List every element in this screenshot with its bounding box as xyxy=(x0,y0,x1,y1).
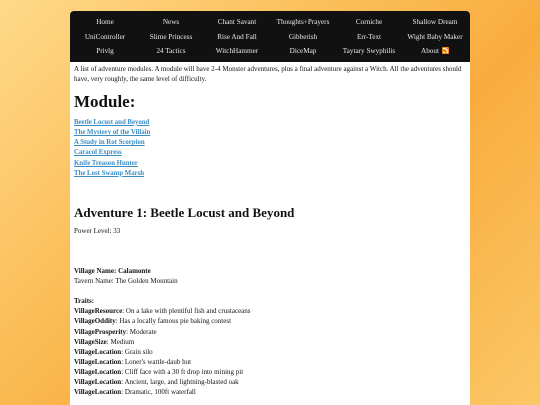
module-link-list xyxy=(74,118,466,179)
trait-label: VillageLocation xyxy=(74,388,122,397)
trait-label: VillageLocation xyxy=(74,378,122,387)
nav-link-thoughts-prayers[interactable]: Thoughts+Prayers xyxy=(276,18,330,27)
trait-label: VillageLocation xyxy=(74,347,122,356)
nav-link-dicemap[interactable]: DiceMap xyxy=(289,47,317,56)
main-content xyxy=(70,62,470,397)
nav-link-corniche[interactable]: Corniche xyxy=(355,18,383,27)
module-link-lost-swamp-marsh[interactable]: The Lost Swamp Marsh xyxy=(74,169,145,177)
module-link-study-rot-scorpion[interactable]: A Study in Rot Scorpion xyxy=(74,139,145,147)
trait-row xyxy=(74,306,466,316)
trait-value: : Grain silo xyxy=(121,347,153,356)
nav-link-slime-princess[interactable]: Slime Princess xyxy=(149,32,193,41)
trait-label: VillageResource xyxy=(74,307,123,316)
nav-link-unicontroller[interactable]: UniController xyxy=(84,32,126,41)
trait-row xyxy=(74,377,466,387)
trait-row xyxy=(74,387,466,397)
trait-value: : Medium xyxy=(106,337,135,346)
trait-value: : On a lake with plentiful fish and crustaceans xyxy=(122,307,251,316)
trait-value: : Moderate xyxy=(126,327,157,336)
nav-link-gibberish[interactable]: Gibberish xyxy=(288,32,318,41)
nav-row-2 xyxy=(72,30,468,45)
module-link-beetle-locust[interactable]: Beetle Locust and Beyond xyxy=(74,118,150,126)
nav-link-shallow-dream[interactable]: Shallow Dream xyxy=(412,18,458,27)
nav-link-taytary-swyphilis[interactable]: Taytary Swyphilis xyxy=(342,47,396,56)
traits-label xyxy=(74,296,466,306)
trait-label: VillageProsperity xyxy=(74,327,127,336)
trait-row xyxy=(74,337,466,347)
module-heading: Module: xyxy=(74,91,136,111)
nav-link-about-wrapper xyxy=(402,47,468,55)
nav-link-chant-savant[interactable]: Chant Savant xyxy=(217,18,257,27)
spacer xyxy=(74,236,466,266)
traits-label-text: Traits: xyxy=(74,297,95,306)
trait-label: VillageLocation xyxy=(74,357,122,366)
module-link-knife-treason-hunter[interactable]: Knife Treason Hunter xyxy=(74,159,138,167)
nav-link-privlg[interactable]: Privlg xyxy=(96,47,114,56)
village-name xyxy=(74,266,466,276)
rss-icon[interactable] xyxy=(442,47,449,54)
module-link-mystery-villain[interactable]: The Mystery of the Villain xyxy=(74,128,151,136)
trait-value: : Dramatic, 100ft waterfall xyxy=(121,388,196,397)
trait-row xyxy=(74,367,466,377)
nav-link-24-tactics[interactable]: 24 Tactics xyxy=(156,47,186,56)
nav-link-rise-and-fall[interactable]: Rise And Fall xyxy=(217,32,257,41)
trait-value: : Loner's wattle-daub hut xyxy=(121,357,192,366)
trait-value: : Has a locally famous pie baking contest xyxy=(115,317,232,326)
power-level: Power Level: 33 xyxy=(74,227,121,235)
trait-label: VillageLocation xyxy=(74,367,122,376)
trait-row xyxy=(74,347,466,357)
nav-link-witchhammer[interactable]: WitchHammer xyxy=(215,47,259,56)
village-name-label: Village Name: xyxy=(74,267,117,276)
top-navigation xyxy=(70,11,470,62)
nav-link-wight-baby-maker[interactable]: Wight Baby Maker xyxy=(407,32,463,41)
trait-label: VillageSize xyxy=(74,337,107,346)
trait-row xyxy=(74,327,466,337)
nav-row-3 xyxy=(72,44,468,59)
trait-value: : Ancient, large, and lightning-blasted oak xyxy=(121,378,239,387)
nav-row-1 xyxy=(72,15,468,30)
adventure-heading: Adventure 1: Beetle Locust and Beyond xyxy=(74,205,295,220)
trait-row xyxy=(74,357,466,367)
spacer xyxy=(74,286,466,296)
trait-value: : Cliff face with a 30 ft drop into mining pit xyxy=(121,367,244,376)
village-name-value: Calamonte xyxy=(118,267,151,276)
nav-link-news[interactable]: News xyxy=(162,18,180,27)
nav-link-home[interactable]: Home xyxy=(96,18,114,27)
module-link-caracol-express[interactable]: Caracol Express xyxy=(74,149,122,157)
nav-link-about[interactable]: About xyxy=(421,47,439,56)
trait-row xyxy=(74,316,466,326)
nav-link-err-text[interactable]: Err-Text xyxy=(356,32,382,41)
intro-text: A list of adventure modules. A module will have 2-4 Monster adventures, plus a final adventure against a Witch. All the adventures should have, very roughly, the same level of difficulty. xyxy=(74,64,462,83)
tavern-name: Tavern Name: The Golden Mountain xyxy=(74,277,178,286)
page-frame xyxy=(70,11,470,405)
trait-label: VillageOddity xyxy=(74,317,116,326)
